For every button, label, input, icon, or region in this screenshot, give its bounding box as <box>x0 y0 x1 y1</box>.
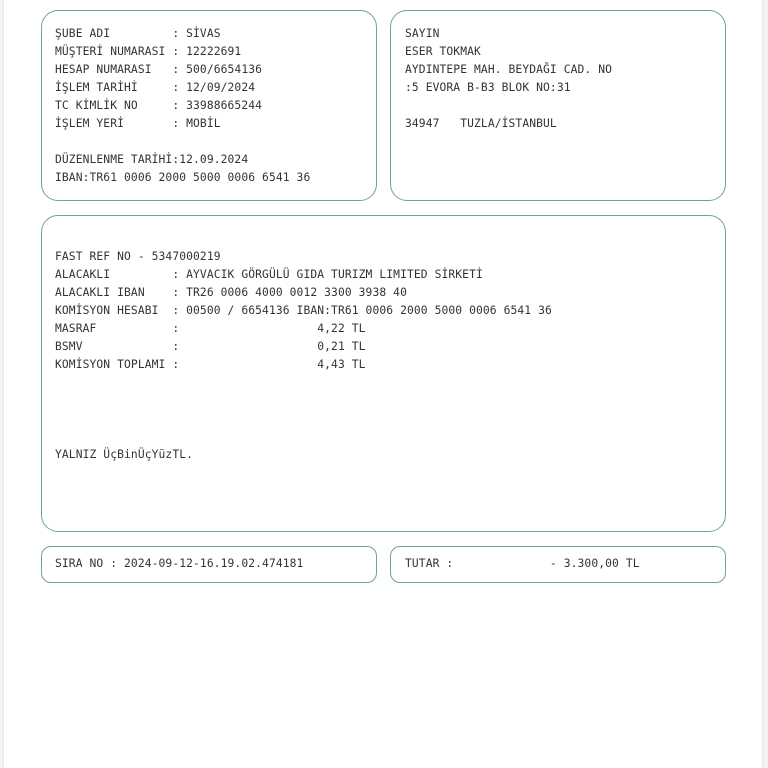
account-number-line: HESAP NUMARASI : 500/6654136 <box>55 63 263 76</box>
transaction-place-line: İŞLEM YERİ : MOBİL <box>55 117 221 130</box>
tc-id-line: TC KİMLİK NO : 33988665244 <box>55 99 263 112</box>
issue-date-line: DÜZENLENME TARİHİ:12.09.2024 <box>55 153 249 166</box>
city-line: 34947 TUZLA/İSTANBUL <box>405 117 557 130</box>
salutation-line: SAYIN <box>405 27 440 40</box>
bsmv-line: BSMV : 0,21 TL <box>55 340 366 353</box>
transaction-date-line: İŞLEM TARİHİ : 12/09/2024 <box>55 81 256 94</box>
commission-account-line: KOMİSYON HESABI : 00500 / 6654136 IBAN:TR61 0006 2000 5000 0006 6541 36 <box>55 304 552 317</box>
recipient-address-panel <box>390 10 726 201</box>
amount-in-words-line: YALNIZ ÜçBinÜçYüzTL. <box>55 448 194 461</box>
expense-line: MASRAF : 4,22 TL <box>55 322 366 335</box>
creditor-iban-line: ALACAKLI IBAN : TR26 0006 4000 0012 3300 3938 40 <box>55 286 407 299</box>
creditor-line: ALACAKLI : AYVACIK GÖRGÜLÜ GIDA TURIZM LIMITED SİRKETİ <box>55 268 483 281</box>
recipient-name-line: ESER TOKMAK <box>405 45 481 58</box>
commission-total-line: KOMİSYON TOPLAMI : 4,43 TL <box>55 358 366 371</box>
branch-name-line: ŞUBE ADI : SİVAS <box>55 27 221 40</box>
customer-number-line: MÜŞTERİ NUMARASI : 12222691 <box>55 45 242 58</box>
iban-line: IBAN:TR61 0006 2000 5000 0006 6541 36 <box>55 171 311 184</box>
building-line: :5 EVORA B-B3 BLOK NO:31 <box>405 81 571 94</box>
fast-ref-line: FAST REF NO - 5347000219 <box>55 250 221 263</box>
total-amount-line: TUTAR : - 3.300,00 TL <box>405 557 640 570</box>
sequence-number-line: SIRA NO : 2024-09-12-16.19.02.474181 <box>55 557 304 570</box>
street-line: AYDINTEPE MAH. BEYDAĞI CAD. NO <box>405 63 613 76</box>
